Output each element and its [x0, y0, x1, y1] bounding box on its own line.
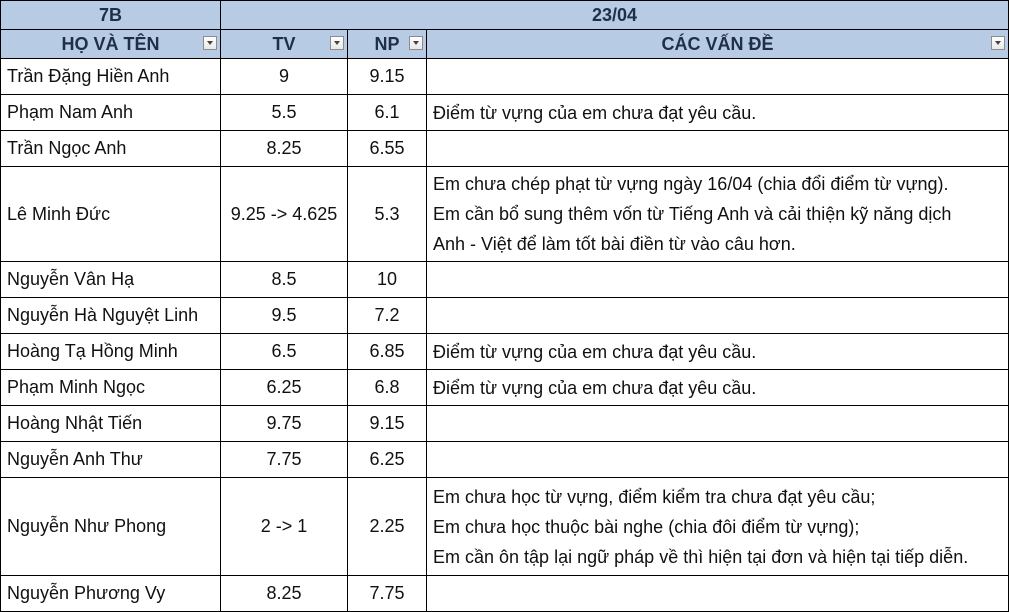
- issues-cell[interactable]: [427, 262, 1009, 298]
- np-score-cell[interactable]: 7.75: [348, 576, 427, 612]
- tv-score-cell[interactable]: 8.25: [221, 131, 348, 167]
- np-score-cell[interactable]: 6.8: [348, 370, 427, 406]
- class-label-cell[interactable]: [1, 1, 221, 30]
- np-score-cell[interactable]: 5.3: [348, 167, 427, 262]
- tv-score-cell[interactable]: 9.75: [221, 406, 348, 442]
- issue-line: Em cần bổ sung thêm vốn từ Tiếng Anh và cải thiện kỹ năng dịch: [433, 204, 952, 224]
- column-header-issues-label: CÁC VẤN ĐỀ: [661, 33, 774, 54]
- student-name-cell[interactable]: Nguyễn Anh Thư: [1, 442, 221, 478]
- student-name-cell[interactable]: Phạm Nam Anh: [1, 95, 221, 131]
- table-row: [1, 167, 1009, 262]
- column-header-tv-label: TV: [272, 33, 296, 54]
- filter-dropdown-icon[interactable]: [330, 36, 344, 50]
- issue-line: Điểm từ vựng của em chưa đạt yêu cầu.: [433, 341, 757, 362]
- tv-score-cell[interactable]: 9: [221, 59, 348, 95]
- table-row: [1, 59, 1009, 95]
- column-header-name[interactable]: [1, 30, 221, 59]
- issues-cell[interactable]: [427, 406, 1009, 442]
- tv-score-cell[interactable]: 9.5: [221, 298, 348, 334]
- student-name-cell[interactable]: Nguyễn Như Phong: [1, 478, 221, 576]
- issue-line: Em chưa chép phạt từ vựng ngày 16/04 (chia đổi điểm từ vựng).: [433, 174, 949, 194]
- np-score-cell[interactable]: 2.25: [348, 478, 427, 576]
- student-name-cell[interactable]: Trần Ngọc Anh: [1, 131, 221, 167]
- tv-score-cell[interactable]: 6.25: [221, 370, 348, 406]
- table-row: [1, 95, 1009, 131]
- issues-cell[interactable]: [427, 442, 1009, 478]
- issue-line: Em chưa học từ vựng, điểm kiểm tra chưa đạt yêu cầu;: [433, 486, 876, 507]
- column-header-issues[interactable]: [427, 30, 1009, 59]
- issues-cell[interactable]: [427, 370, 1009, 406]
- tv-score-cell[interactable]: 6.5: [221, 334, 348, 370]
- date-label: 23/04: [591, 4, 638, 25]
- issue-line: Điểm từ vựng của em chưa đạt yêu cầu.: [433, 102, 757, 123]
- header-row-2: [1, 30, 1009, 59]
- column-header-np-label: NP: [374, 33, 400, 54]
- table-row: [1, 370, 1009, 406]
- tv-score-cell[interactable]: 7.75: [221, 442, 348, 478]
- table-row: [1, 298, 1009, 334]
- issue-line: Em chưa học thuộc bài nghe (chia đôi điểm từ vựng);: [433, 516, 860, 537]
- date-label-cell[interactable]: [221, 1, 1009, 30]
- student-name-cell[interactable]: Nguyễn Phương Vy: [1, 576, 221, 612]
- tv-score-cell[interactable]: 5.5: [221, 95, 348, 131]
- np-score-cell[interactable]: 6.55: [348, 131, 427, 167]
- issue-line: Anh - Việt để làm tốt bài điền từ vào câu hơn.: [433, 234, 796, 254]
- tv-score-cell[interactable]: 8.5: [221, 262, 348, 298]
- issues-cell[interactable]: [427, 478, 1009, 576]
- student-name-cell[interactable]: Trần Đặng Hiền Anh: [1, 59, 221, 95]
- student-name-cell[interactable]: Hoàng Nhật Tiến: [1, 406, 221, 442]
- table-row: [1, 262, 1009, 298]
- issues-cell[interactable]: [427, 167, 1009, 262]
- student-name-cell[interactable]: Nguyễn Vân Hạ: [1, 262, 221, 298]
- header-row-1: [1, 1, 1009, 30]
- issues-cell[interactable]: [427, 131, 1009, 167]
- np-score-cell[interactable]: 6.85: [348, 334, 427, 370]
- issues-cell[interactable]: [427, 59, 1009, 95]
- tv-score-cell[interactable]: 2 -> 1: [221, 478, 348, 576]
- filter-dropdown-icon[interactable]: [991, 36, 1005, 50]
- issues-cell[interactable]: [427, 298, 1009, 334]
- column-header-np[interactable]: [348, 30, 427, 59]
- student-name-cell[interactable]: Hoàng Tạ Hồng Minh: [1, 334, 221, 370]
- np-score-cell[interactable]: 10: [348, 262, 427, 298]
- issues-cell[interactable]: [427, 576, 1009, 612]
- table-row: [1, 478, 1009, 576]
- issue-line: Điểm từ vựng của em chưa đạt yêu cầu.: [433, 377, 757, 398]
- column-header-name-label: HỌ VÀ TÊN: [61, 33, 160, 54]
- issue-line: Em cần ôn tập lại ngữ pháp về thì hiện tại đơn và hiện tại tiếp diễn.: [433, 546, 969, 567]
- tv-score-cell[interactable]: 9.25 -> 4.625: [221, 167, 348, 262]
- np-score-cell[interactable]: 9.15: [348, 59, 427, 95]
- column-header-tv[interactable]: [221, 30, 348, 59]
- table-row: [1, 406, 1009, 442]
- student-name-cell[interactable]: Phạm Minh Ngọc: [1, 370, 221, 406]
- np-score-cell[interactable]: 7.2: [348, 298, 427, 334]
- filter-dropdown-icon[interactable]: [203, 36, 217, 50]
- issues-cell[interactable]: [427, 95, 1009, 131]
- table-row: [1, 334, 1009, 370]
- student-name-cell[interactable]: Lê Minh Đức: [1, 167, 221, 262]
- table-row: [1, 576, 1009, 612]
- np-score-cell[interactable]: 6.25: [348, 442, 427, 478]
- student-name-cell[interactable]: Nguyễn Hà Nguyệt Linh: [1, 298, 221, 334]
- np-score-cell[interactable]: 9.15: [348, 406, 427, 442]
- np-score-cell[interactable]: 6.1: [348, 95, 427, 131]
- issues-cell[interactable]: [427, 334, 1009, 370]
- filter-dropdown-icon[interactable]: [409, 36, 423, 50]
- table-row: [1, 131, 1009, 167]
- class-label: 7B: [98, 4, 122, 25]
- tv-score-cell[interactable]: 8.25: [221, 576, 348, 612]
- table-row: [1, 442, 1009, 478]
